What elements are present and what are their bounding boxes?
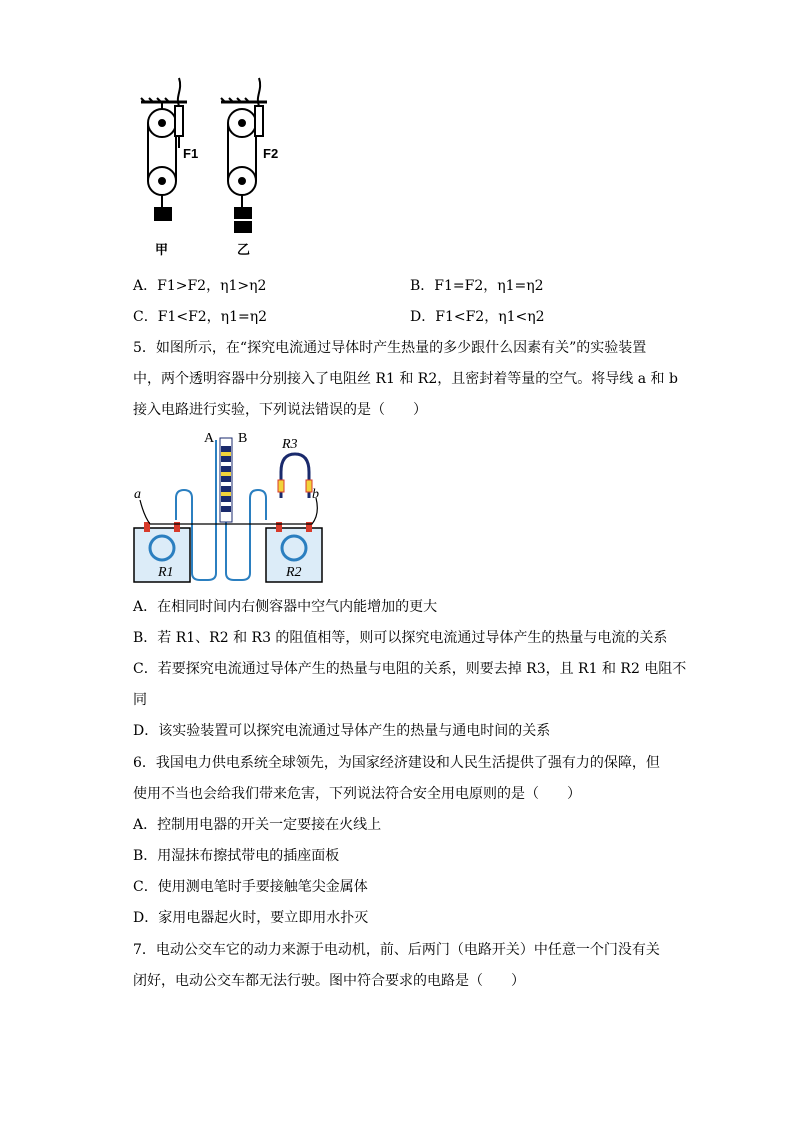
q5-option-a: A．在相同时间内右侧容器中空气内能增加的更大 <box>133 599 438 615</box>
label-a-tube: A <box>204 431 215 446</box>
caption-jia: 甲 <box>155 243 169 258</box>
q5-stem-line-1: 5．如图所示，在“探究电流通过导体时产生热量的多少跟什么因素有关”的实验装置 <box>133 340 647 356</box>
label-f2: F2 <box>263 146 279 161</box>
q4-option-c: C．F1<F2，η1=η2 <box>133 309 268 325</box>
label-wire-a: a <box>134 487 141 502</box>
q4-option-d: D．F1<F2，η1<η2 <box>410 309 545 325</box>
q5-option-c-cont: 同 <box>133 692 147 708</box>
q6-option-b: B．用湿抹布擦拭带电的插座面板 <box>133 848 340 864</box>
pulley-left <box>141 78 187 220</box>
q7-stem-line-2: 闭好，电动公交车都无法行驶。图中符合要求的电路是（ ） <box>133 973 525 989</box>
label-r1: R1 <box>158 565 174 580</box>
joule-heating-figure <box>130 428 330 588</box>
label-f1: F1 <box>183 146 199 161</box>
label-b-tube: B <box>238 431 248 446</box>
q6-stem-line-1: 6．我国电力供电系统全球领先，为国家经济建设和人民生活提供了强有力的保障，但 <box>133 755 660 771</box>
q4-option-b: B．F1=F2，η1=η2 <box>410 278 544 294</box>
pulley-right <box>221 78 267 232</box>
q5-option-b: B．若 R1、R2 和 R3 的阻值相等，则可以探究电流通过导体产生的热量与电流的关系 <box>133 630 668 646</box>
q6-stem-line-2: 使用不当也会给我们带来危害，下列说法符合安全用电原则的是（ ） <box>133 786 581 802</box>
q5-stem-line-3: 接入电路进行实验，下列说法错误的是（ ） <box>133 402 427 418</box>
q5-stem-line-2: 中，两个透明容器中分别接入了电阻丝 R1 和 R2，且密封着等量的空气。将导线 a 和 b <box>133 371 678 387</box>
r3-loop <box>281 454 309 498</box>
caption-yi: 乙 <box>237 243 251 258</box>
label-r2: R2 <box>286 565 302 580</box>
q7-stem-line-1: 7．电动公交车它的动力来源于电动机，前、后两门（电路开关）中任意一个门没有关 <box>133 942 660 958</box>
q5-option-c: C．若要探究电流通过导体产生的热量与电阻的关系，则要去掉 R3，且 R1 和 R2 电阻不 <box>133 661 687 677</box>
q6-option-a: A．控制用电器的开关一定要接在火线上 <box>133 817 382 833</box>
label-wire-b: b <box>312 487 319 502</box>
pulley-figure <box>135 68 295 260</box>
label-r3: R3 <box>282 437 298 452</box>
q6-option-c: C．使用测电笔时手要接触笔尖金属体 <box>133 879 368 895</box>
q4-option-a: A．F1>F2，η1>η2 <box>133 278 267 294</box>
q6-option-d: D．家用电器起火时，要立即用水扑灭 <box>133 910 369 926</box>
q5-option-d: D．该实验装置可以探究电流通过导体产生的热量与通电时间的关系 <box>133 723 551 739</box>
